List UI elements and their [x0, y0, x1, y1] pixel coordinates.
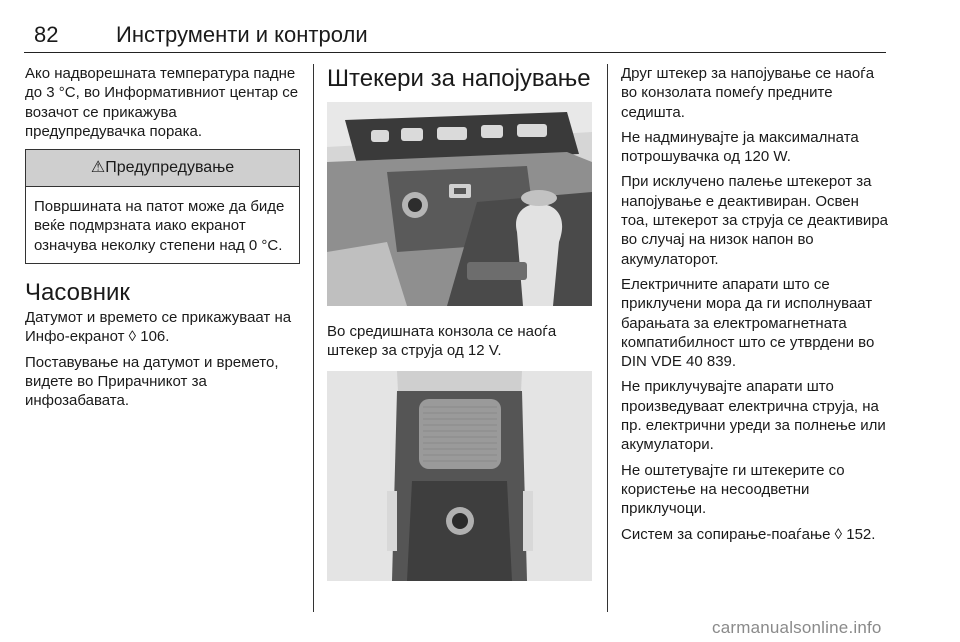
clock-paragraph-1: Датумот и времето се прикажуваат на Инфо-екранот ◊ 106. — [25, 309, 292, 346]
column-middle-caption — [327, 322, 595, 367]
page-title: Инструменти и контроли — [116, 22, 368, 47]
paragraph-2: Не надминувајте ја максималната потрошувачка од 120 W. — [621, 128, 859, 166]
paragraph-6: Не оштетувајте ги штекерите со користење на несоодветни приклучоци. — [621, 461, 845, 518]
warning-body — [26, 187, 299, 263]
warning-header — [26, 150, 299, 187]
column-right — [621, 64, 889, 550]
warning-title: Предупредување — [105, 159, 235, 177]
column-divider-2 — [607, 64, 608, 612]
page-header — [24, 18, 886, 53]
column-left — [25, 64, 300, 417]
page-number: 82 — [34, 22, 59, 47]
warning-box — [25, 149, 300, 264]
clock-paragraph-2: Поставување на датумот и времето, видете во Прирачникот за инфозабавата. — [25, 353, 279, 410]
column-middle — [327, 64, 595, 94]
warning-text: Површината на патот може да биде веќе подмрзната иако екранот означува неколку степени над 0 °C. — [34, 198, 285, 254]
outlet-caption: Во средишната конзола се наоѓа штекер за струја од 12 V. — [327, 323, 557, 360]
power-outlets-heading: Штекери за напојување — [327, 65, 591, 92]
watermark: carmanualsonline.info — [712, 618, 882, 637]
rear-console-photo — [327, 371, 592, 581]
column-divider-1 — [313, 64, 314, 612]
paragraph-3: При исклучено палење штекерот за напојување е деактивиран. Освен тоа, штекерот за струја се деактивира во случај на низок напон во акумулаторот. — [621, 173, 888, 268]
paragraph-5: Не приклучувајте апарати што произведуваат електрична струја, на пр. електрични уреди за полнење или акумулатори. — [621, 378, 886, 454]
paragraph-7: Систем за сопирање-поаѓање ◊ 152. — [621, 525, 876, 543]
paragraph-4: Електричните апарати што се приклучени мора да ги исполнуваат барањата за електромагнетната компатибилност што се утврдени во DIN VDE 40 839. — [621, 275, 875, 371]
warning-triangle-icon: ⚠ — [90, 159, 106, 177]
clock-heading: Часовник — [25, 279, 130, 307]
paragraph-1: Друг штекер за напојување се наоѓа во конзолата помеѓу предните седишта. — [621, 65, 875, 121]
center-console-photo — [327, 102, 592, 306]
intro-paragraph: Ако надворешната температура падне до 3 °C, во Информативниот центар се возачот се прикажува предупредувачка порака. — [25, 65, 299, 140]
